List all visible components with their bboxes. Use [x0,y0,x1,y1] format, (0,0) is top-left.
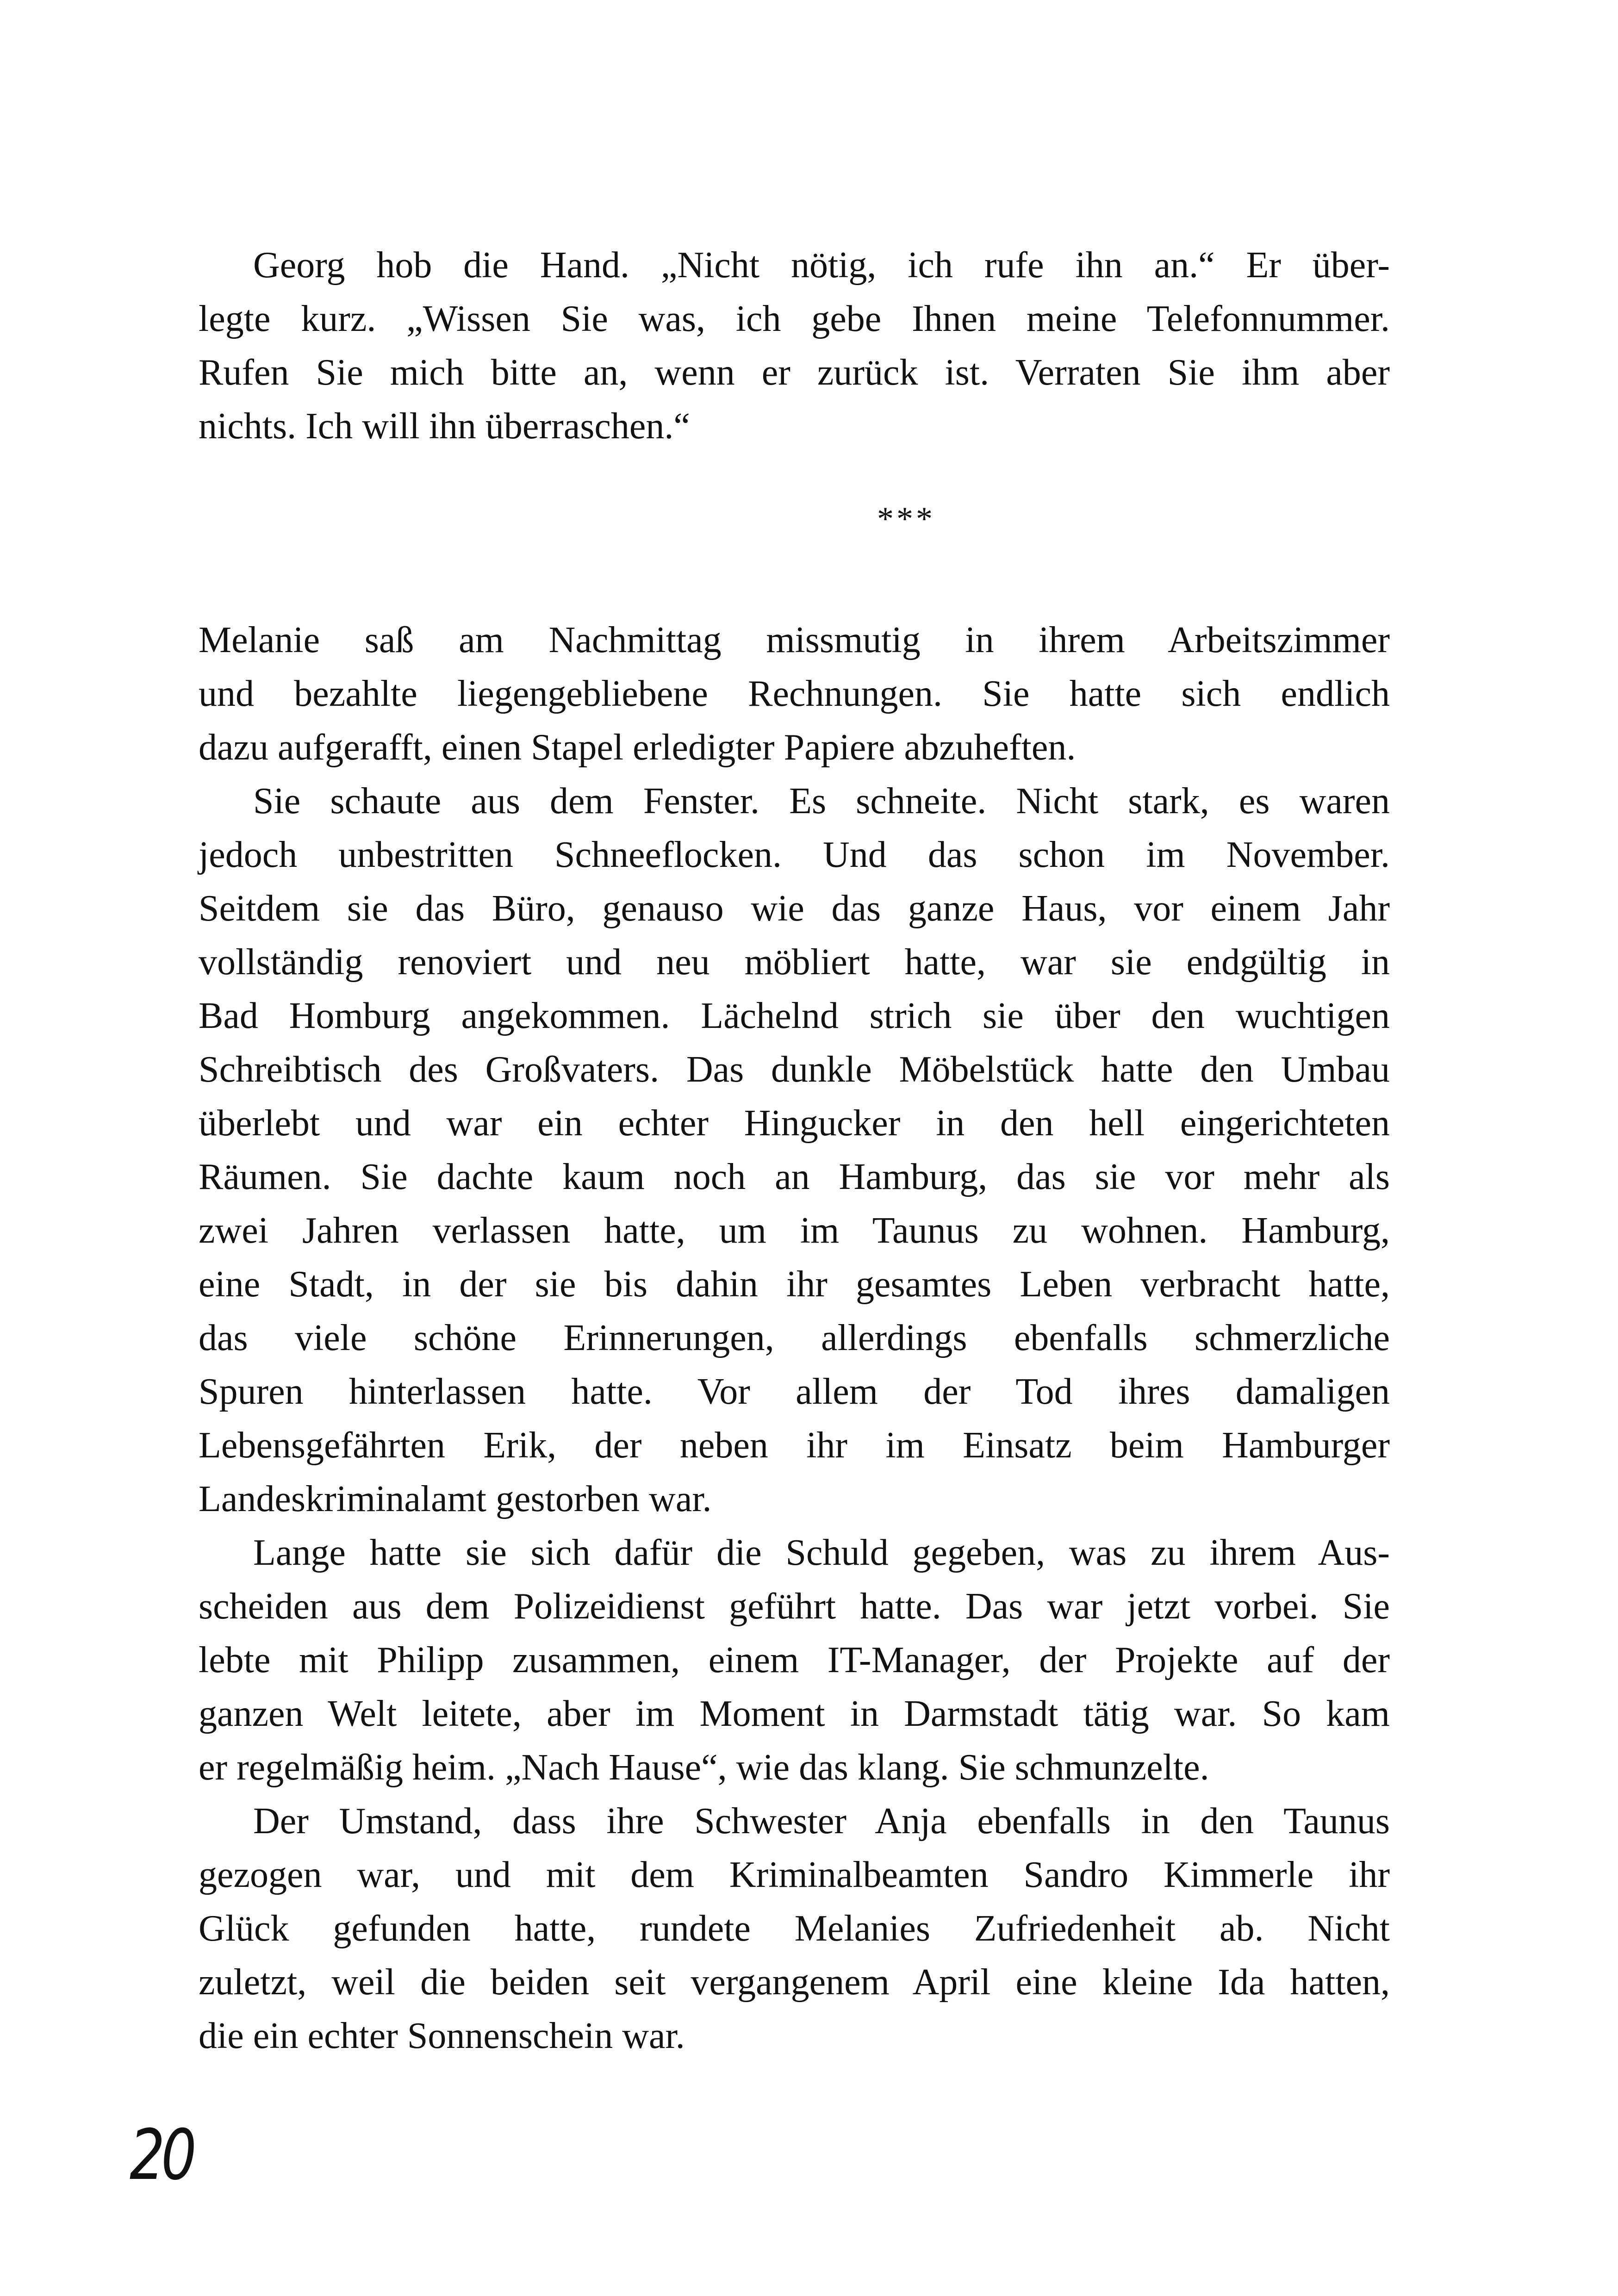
text-section-2 [199,613,1390,2063]
text-line: scheiden aus dem Polizeidienst geführt hatte. Das war jetzt vorbei. Sie [199,1586,1390,1627]
text-line: Spuren hinterlassen hatte. Vor allem der Tod ihres damaligen [199,1371,1390,1412]
text-line: Landeskriminalamt gestorben war. [199,1479,712,1519]
text-line: überlebt und war ein echter Hingucker in den hell eingerichteten [199,1103,1390,1144]
text-line: Sie schaute aus dem Fenster. Es schneite. Nicht stark, es waren [253,781,1390,821]
text-line: das viele schöne Erinnerungen, allerdings ebenfalls schmerzliche [199,1318,1390,1358]
text-line: Der Umstand, dass ihre Schwester Anja ebenfalls in den Taunus [253,1801,1390,1842]
text-line: Bad Homburg angekommen. Lächelnd strich sie über den wuchtigen [199,996,1390,1036]
paragraph [199,1794,1390,2063]
text-line: Rufen Sie mich bitte an, wenn er zurück ist. Verraten Sie ihm aber [199,352,1390,393]
text-line: gezogen war, und mit dem Kriminalbeamten Sandro Kimmerle ihr [199,1854,1390,1895]
text-line: Lange hatte sie sich dafür die Schuld gegeben, was zu ihrem Aus- [253,1532,1390,1573]
text-line: dazu aufgerafft, einen Stapel erledigter Papiere abzuheften. [199,727,1076,768]
text-line: ganzen Welt leitete, aber im Moment in Darmstadt tätig war. So kam [199,1693,1390,1734]
text-line: legte kurz. „Wissen Sie was, ich gebe Ihnen meine Telefonnummer. [199,299,1390,339]
text-line: jedoch unbestritten Schneeflocken. Und das schon im November. [199,834,1390,875]
paragraph [199,613,1390,774]
text-line: zuletzt, weil die beiden seit vergangenem April eine kleine Ida hatten, [199,1962,1390,2003]
text-line: vollständig renoviert und neu möbliert hatte, war sie endgültig in [199,942,1390,983]
text-line: Glück gefunden hatte, rundete Melanies Zufriedenheit ab. Nicht [199,1908,1390,1949]
text-section-1 [199,238,1390,453]
paragraph [199,238,1390,453]
text-line: er regelmäßig heim. „Nach Hause“, wie das klang. Sie schmunzelte. [199,1747,1209,1788]
text-line: Schreibtisch des Großvaters. Das dunkle Möbelstück hatte den Umbau [199,1049,1390,1090]
text-line: zwei Jahren verlassen hatte, um im Taunus zu wohnen. Hamburg, [199,1210,1390,1251]
text-line: eine Stadt, in der sie bis dahin ihr gesamtes Leben verbracht hatte, [199,1264,1390,1305]
text-line: nichts. Ich will ihn überraschen.“ [199,406,690,447]
text-line: Melanie saß am Nachmittag missmutig in ihrem Arbeitszimmer [199,620,1390,660]
section-separator: *** [877,500,935,537]
text-line: und bezahlte liegengebliebene Rechnungen. Sie hatte sich endlich [199,673,1390,714]
paragraph [199,774,1390,1526]
text-line: lebte mit Philipp zusammen, einem IT-Manager, der Projekte auf der [199,1640,1390,1680]
text-line: die ein echter Sonnenschein war. [199,2016,685,2056]
text-line: Georg hob die Hand. „Nicht nötig, ich rufe ihn an.“ Er über- [253,245,1390,286]
text-line: Räumen. Sie dachte kaum noch an Hamburg, das sie vor mehr als [199,1157,1390,1197]
page-number: 20 [130,2115,193,2196]
paragraph [199,1526,1390,1794]
text-line: Seitdem sie das Büro, genauso wie das ganze Haus, vor einem Jahr [199,888,1390,929]
text-line: Lebensgefährten Erik, der neben ihr im Einsatz beim Hamburger [199,1425,1390,1466]
